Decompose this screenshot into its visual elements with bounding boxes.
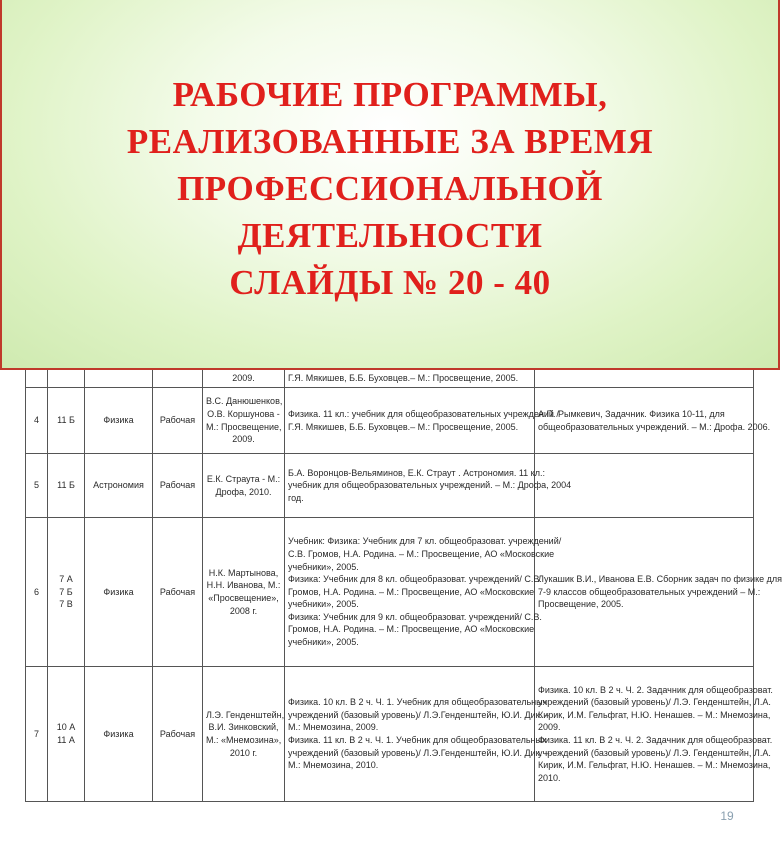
cell-num: 7 bbox=[26, 667, 48, 802]
cell-type: Рабочая bbox=[153, 388, 203, 454]
table-row bbox=[26, 388, 754, 454]
table-row bbox=[26, 454, 754, 518]
scanned-table bbox=[25, 355, 782, 801]
cell-tasks: Физика. 10 кл. В 2 ч. Ч. 2. Задачник для общеобразоват. учреждений (базовый уровень)/ Л.Э. Генденштейн, Л.А. Кирик, И.М. Гельфгат, Н.Ю. Ненашев. – М.: Мнемозина, 2009. Физика. 11 кл. В 2 ч. Ч. 2. Задачник для общеобразоват. учреждений (базовый уровень)/ Л.Э. Генденштейн, Л.А. Кирик, И.М. Гельфгат, Н.Ю. Ненашев. – М.: Мнемозина, 2010. bbox=[535, 667, 754, 802]
cell-subject: Физика bbox=[85, 388, 153, 454]
cell-textbook: Б.А. Воронцов-Вельяминов, Е.К. Страут . Астрономия. 11 кл.: учебник для общеобразовательных учреждений. – М.: Дрофа, 2004 год. bbox=[285, 454, 535, 518]
title-line-1: РАБОЧИЕ ПРОГРАММЫ, bbox=[172, 74, 608, 114]
title-line-3: ПРОФЕССИОНАЛЬНОЙ bbox=[177, 168, 603, 208]
cell-subject: Астрономия bbox=[85, 454, 153, 518]
table-row bbox=[26, 667, 754, 802]
cell-author: Н.К. Мартынова, Н.Н. Иванова, М.: «Просвещение», 2008 г. bbox=[203, 518, 285, 667]
cell-type: Рабочая bbox=[153, 518, 203, 667]
cell-subject: Физика bbox=[85, 518, 153, 667]
title-line-5: СЛАЙДЫ № 20 - 40 bbox=[229, 262, 551, 302]
cell-class: 7 А 7 Б 7 В bbox=[48, 518, 85, 667]
cell-type: Рабочая bbox=[153, 667, 203, 802]
cell-class: 11 Б bbox=[48, 388, 85, 454]
cell-textbook: Г.Я. Мякишев, Б.Б. Буховцев.– М.: Просвещение, 2005. bbox=[285, 356, 535, 388]
cell-textbook: Учебник: Физика: Учебник для 7 кл. общеобразоват. учреждений/ С.В. Громов, Н.А. Родина. – М.: Просвещение, АО «Московские учебники», 2005. Физика: Учебник для 8 кл. общеобразоват. учреждений/ С.В. Громов, Н.А. Родина. – М.: Просвещение, АО «Московские учебники», 2005. Физика: Учебник для 9 кл. общеобразоват. учреждений/ С.В. Громов, Н.А. Родина. – М.: Просвещение, АО «Московские учебники», 2005. bbox=[285, 518, 535, 667]
cell-num: 6 bbox=[26, 518, 48, 667]
cell-author: 2009. bbox=[203, 356, 285, 388]
slide-title bbox=[127, 71, 653, 306]
cell-num: 4 bbox=[26, 388, 48, 454]
programs-table bbox=[25, 355, 782, 802]
cell-type: Рабочая bbox=[153, 454, 203, 518]
cell-subject: Физика bbox=[85, 667, 153, 802]
cell-author: В.С. Данюшенков, О.В. Коршунова - М.: Просвещение, 2009. bbox=[203, 388, 285, 454]
cell-textbook: Физика. 11 кл.: учебник для общеобразовательных учреждений / Г.Я. Мякишев, Б.Б. Буховцев.– М.: Просвещение, 2005. bbox=[285, 388, 535, 454]
cell-num: 5 bbox=[26, 454, 48, 518]
cell-author: Е.К. Страута - М.: Дрофа, 2010. bbox=[203, 454, 285, 518]
cell-tasks: Лукашик В.И., Иванова Е.В. Сборник задач по физике для 7-9 классов общеобразовательных учреждений – М.: Просвещение, 2005. bbox=[535, 518, 754, 667]
title-banner bbox=[0, 0, 780, 370]
title-line-2: РЕАЛИЗОВАННЫЕ ЗА ВРЕМЯ bbox=[126, 121, 654, 161]
table-row bbox=[26, 518, 754, 667]
cell-tasks: А.П. Рымкевич, Задачник. Физика 10-11, для общеобразовательных учреждений. – М.: Дрофа. 2006. bbox=[535, 388, 754, 454]
title-line-4: ДЕЯТЕЛЬНОСТИ bbox=[237, 215, 543, 255]
page-number: 19 bbox=[720, 809, 734, 823]
cell-class: 10 А 11 А bbox=[48, 667, 85, 802]
cell-textbook: Физика. 10 кл. В 2 ч. Ч. 1. Учебник для общеобразовательных учреждений (базовый уровень)/ Л.Э.Генденштейн, Ю.И. Дик. – М.: Мнемозина, 2009. Физика. 11 кл. В 2 ч. Ч. 1. Учебник для общеобразовательных учреждений (базовый уровень)/ Л.Э.Генденштейн, Ю.И. Дик. – М.: Мнемозина, 2010. bbox=[285, 667, 535, 802]
cell-class: 11 Б bbox=[48, 454, 85, 518]
cell-author: Л.Э. Генденштейн, В.И. Зинковский, М.: «Мнемозина», 2010 г. bbox=[203, 667, 285, 802]
